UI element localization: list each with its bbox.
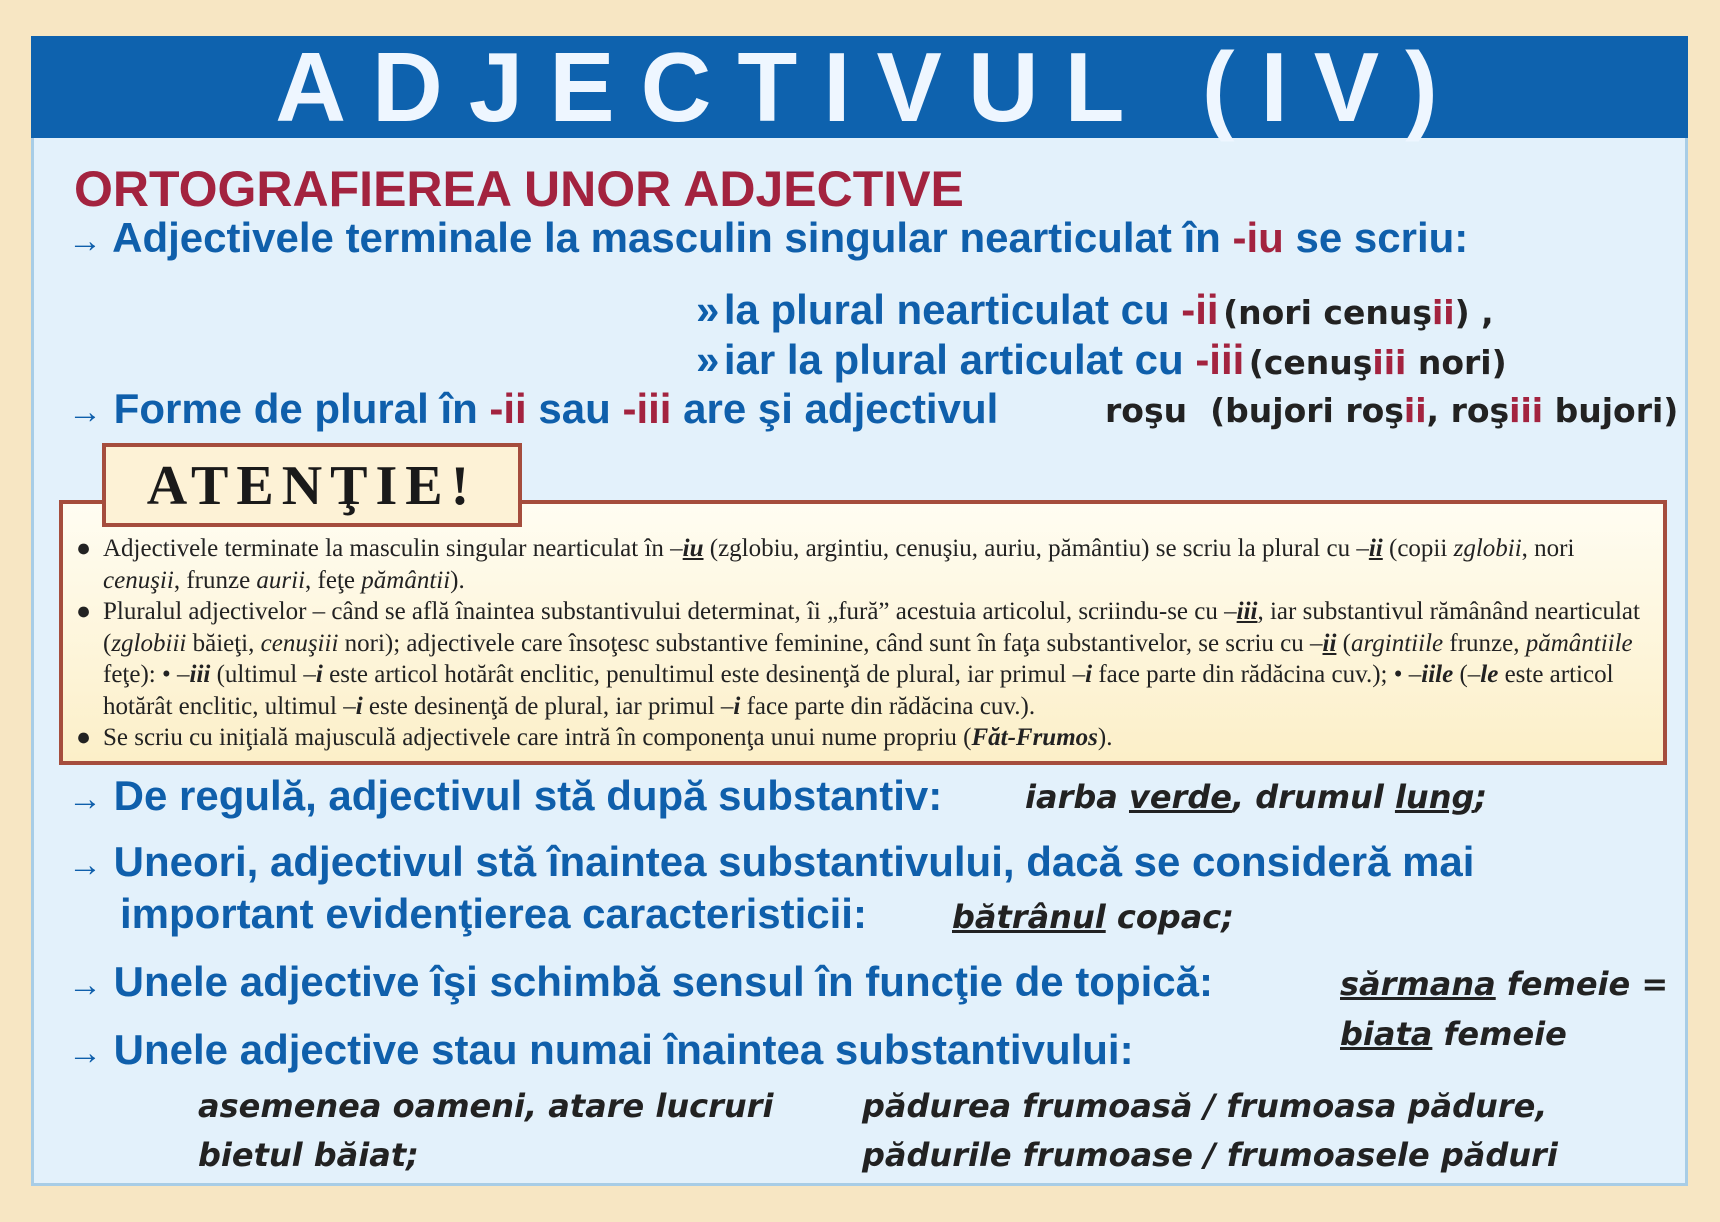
rule-1-sub-1 [696,286,1494,334]
title-banner [31,32,1688,142]
example-right-2: pădurile frumoase / frumoasele păduri [862,1136,1558,1174]
rule-1 [68,214,1468,262]
ending-iii: -iii [1195,336,1245,383]
rule-1-text: Adjectivele terminale la masculin singular nearticulat în [112,214,1233,261]
rule-5-example-2: biata femeie [1340,1015,1567,1053]
example-right-1: pădurea frumoasă / frumoasa pădure, [862,1087,1548,1125]
arrow-icon: → [68,966,102,1004]
attention-item: ● Pluralul adjectivelor – când se află înaintea substantivului determinat, îi „fură” acestuia articolul, scriindu-se cu –iii, iar substantivul rămânând nearticulat (zglobiii băieţi, cenuşiii nori); adjectivele care însoţesc substantive feminine, când sunt în faţa substantivelor, se scriu cu –ii (argintiile frunze, pământiile feţe): • –iii (ultimul –i este articol hotărât enclitic, penultimul este desinenţă de plural, iar primul –i face parte din rădăcina cuv.); • –iile (–le este articol hotărât enclitic, ultimul –i este desinenţă de plural, iar primul –i face parte din rădăcina cuv.). [76,598,1640,720]
arrow-icon: → [68,846,102,884]
sub-2-text: iar la plural articulat cu [723,336,1196,383]
attention-item: ● Se scriu cu iniţială majusculă adjectivele care intră în componenţa unui nume propriu (Făt-Frumos). [76,724,1113,751]
sub-1-text: la plural nearticulat cu [723,286,1182,333]
rule-2-example: roşu (bujori roşii, roşiii bujori) [1105,391,1679,430]
rule-6: → Unele adjective stau numai înaintea substantivului: [68,1026,1134,1073]
rule-2: → Forme de plural în -ii sau -iii are şi adjectivul [68,385,999,432]
rule-4-example: bătrânul copac; [952,898,1235,936]
arrow-icon: → [68,1034,102,1072]
arrow-icon: → [68,780,102,818]
example-left-2: bietul băiat; [198,1136,419,1174]
rule-1-text-end: se scriu: [1283,214,1469,261]
bullet-marker: » [696,286,720,333]
arrow-icon: → [68,393,102,431]
section-title: ORTOGRAFIEREA UNOR ADJECTIVE [74,161,964,217]
attention-badge: ATENŢIE! [102,443,522,527]
rule-1-sub-2 [696,336,1507,384]
rule-4-line-2: important evidenţierea caracteristicii: [120,890,867,937]
sub-2-example: (cenuşiii nori) [1248,343,1507,382]
rule-3: → De regulă, adjectivul stă după substantiv: [68,772,943,819]
page-title: ADJECTIVUL (IV) [275,32,1464,142]
example-left-1: asemenea oameni, atare lucruri [198,1087,774,1125]
attention-item: ● Adjectivele terminate la masculin singular nearticulat în –iu (zglobiu, argintiu, cenuşiu, auriu, pământiu) se scriu la plural cu –ii (copii zglobii, nori cenuşii, frunze aurii, feţe pământii). [76,535,1575,594]
sub-1-example: (nori cenuşii) , [1223,293,1494,332]
rule-3-example: iarba verde, drumul lung; [1025,778,1488,816]
rule-5-example-1: sărmana femeie = [1340,965,1669,1003]
arrow-icon: → [68,222,102,260]
ending-iu: -iu [1232,214,1284,261]
rule-5: → Unele adjective îşi schimbă sensul în funcţie de topică: [68,958,1213,1005]
rule-4-line-1: → Uneori, adjectivul stă înaintea substantivului, dacă se consideră mai [68,838,1475,885]
bullet-marker: » [696,336,720,383]
attention-text [76,533,1656,754]
ending-ii: -ii [1181,286,1219,333]
